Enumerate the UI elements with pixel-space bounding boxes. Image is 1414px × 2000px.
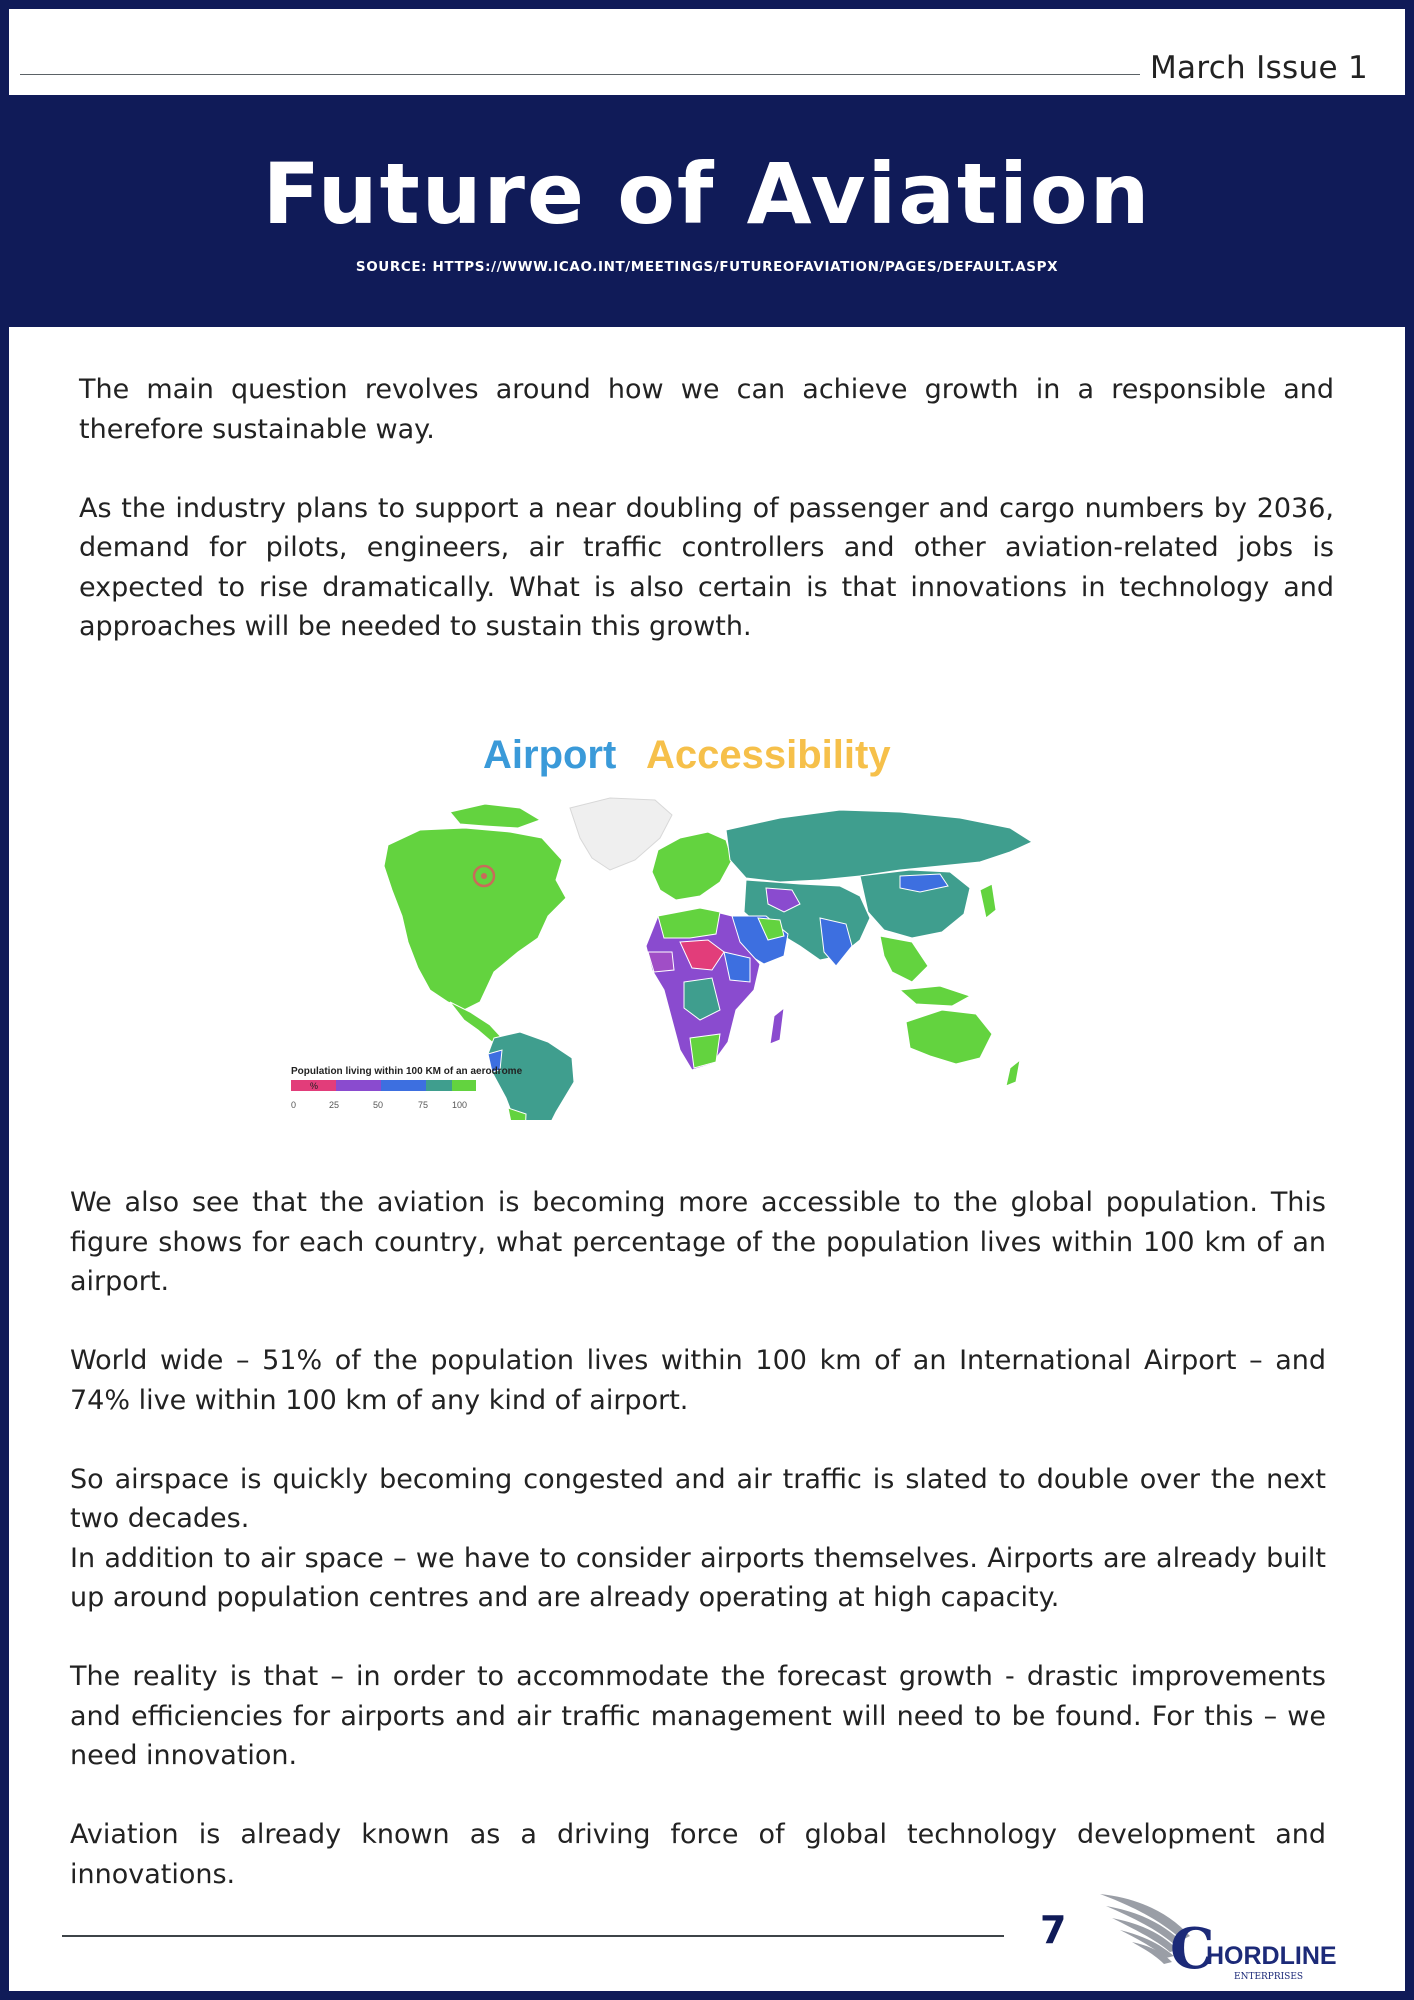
logo-initial: C <box>1170 1916 1215 1982</box>
body-paragraph-4: The reality is that – in order to accommodate the forecast growth - drastic improvements and efficiencies for airports and air traffic management will need to be found. For this – we need innovation. <box>70 1661 1326 1771</box>
body-paragraph-1: We also see that the aviation is becoming more accessible to the global population. This figure shows for each country, what percentage of the population lives within 100 km of an airport. <box>70 1187 1326 1297</box>
indonesia-shape <box>900 986 970 1006</box>
page-title: Future of Aviation <box>262 145 1152 243</box>
body-text <box>70 1183 1326 1894</box>
world-map-image <box>280 720 1080 1120</box>
russia-shape <box>726 810 1032 882</box>
issue-label: March Issue 1 <box>1150 50 1368 86</box>
body-paragraph-5: Aviation is already known as a driving force of global technology development and innovations. <box>70 1819 1326 1890</box>
logo-subtext: ENTERPRISES <box>1234 1972 1304 1982</box>
chordline-logo <box>1098 1884 1338 1984</box>
japan-shape <box>980 884 996 918</box>
airport-accessibility-figure <box>280 720 1080 1120</box>
legend-title: Population living within 100 KM of an aerodrome <box>291 1066 523 1077</box>
body-paragraph-2: World wide – 51% of the population lives within 100 km of an International Airport – and 74% live within 100 km of any kind of airport. <box>70 1345 1326 1416</box>
legend-unit: % <box>310 1081 319 1091</box>
central-america-shape <box>450 1002 502 1042</box>
europe-shape <box>652 832 732 900</box>
intro-paragraph-2: As the industry plans to support a near doubling of passenger and cargo numbers by 2036, demand for pilots, engineers, air traffic controllers and other aviation-related jobs is expected to rise dramatically. What is also certain is that innovations in technology and approaches will be needed to sustain this growth. <box>79 492 1334 642</box>
new-zealand-shape <box>1006 1060 1020 1086</box>
footer-rule <box>62 1935 1004 1937</box>
source-line: SOURCE: HTTPS://WWW.ICAO.INT/MEETINGS/FUTUREOFAVIATION/PAGES/DEFAULT.ASPX <box>355 259 1059 275</box>
southeast-asia-shape <box>880 936 928 982</box>
wing-icon <box>1098 1884 1338 1984</box>
intro-paragraph-1: The main question revolves around how we can achieve growth in a responsible and therefore sustainable way. <box>79 374 1334 445</box>
figure-title-part2: Accessibility <box>646 733 891 777</box>
body-paragraph-3a: So airspace is quickly becoming congested and air traffic is slated to double over the next two decades. <box>70 1463 1326 1534</box>
header-rule <box>20 74 1140 75</box>
legend-tick-0: 0 <box>291 1100 297 1110</box>
intro-text <box>79 370 1334 647</box>
madagascar-shape <box>770 1008 784 1044</box>
figure-title-part1: Airport <box>483 733 617 777</box>
north-africa-shape <box>658 908 720 938</box>
body-paragraph-3b: In addition to air space – we have to consider airports themselves. Airports are already built up around population centres and are already operating at high capacity. <box>70 1542 1326 1613</box>
logo-text: HORDLINE <box>1206 1942 1337 1970</box>
legend-tick-75: 75 <box>418 1100 429 1110</box>
legend-tick-50: 50 <box>373 1100 384 1110</box>
arctic-islands-shape <box>450 804 540 828</box>
page-number: 7 <box>1040 1908 1067 1952</box>
legend-tick-25: 25 <box>329 1100 340 1110</box>
north-america-shape <box>384 828 566 1010</box>
australia-shape <box>906 1010 992 1064</box>
legend-tick-100: 100 <box>452 1100 468 1110</box>
south-africa-shape <box>690 1034 720 1068</box>
